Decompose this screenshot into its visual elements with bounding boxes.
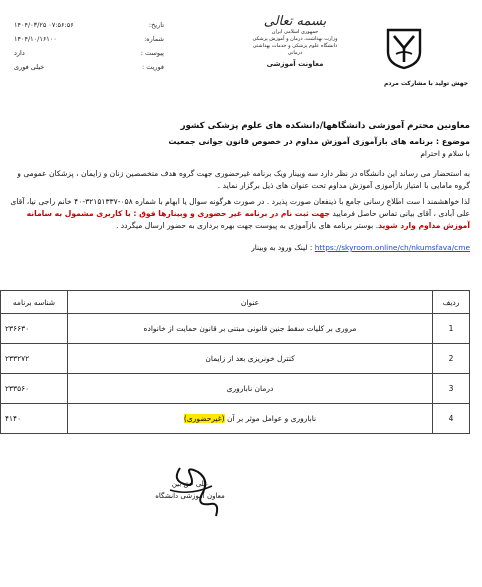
row-title: کنترل خونریزی بعد از زایمان [68,344,433,374]
signature-block [130,478,250,502]
subject-line: موضوع : برنامه های بازآموزی آموزش مداوم در خصوص قانون جوانی جمعیت [168,137,470,146]
row-number: 3 [433,374,470,404]
row-program-id: ۲۳۳۵۶۰ [1,374,68,404]
letterhead-center [245,15,345,68]
row-number: 4 [433,404,470,434]
addressee: معاونین محترم آموزشی دانشگاهها/دانشکده های علوم پزشکی کشور [180,121,470,131]
table-row [1,314,470,344]
table-header-row [1,291,470,314]
table-row [1,344,470,374]
letterhead-script: بسمه تعالی [263,14,327,29]
row-title-text: ناباروری و عوامل موثر بر آن [224,414,317,423]
letter-body [6,120,470,254]
letterhead-lines [245,29,345,57]
table-row [1,404,470,434]
row-program-id: ۴۱۴۰ [1,404,68,434]
number-row [14,32,164,46]
attachment-value: دارد [14,49,25,57]
row-title: مروری بر کلیات سقط جنین قانونی مبتنی بر قانون حمایت از خانواده [68,314,433,344]
instructions-text: لذا خواهشمند ا ست اطلاع رسانی جامع با ذینفعان صورت پذیرد . در صورت هرگونه سوال یا ابهام با شماره ۰۵۸-۳۲۱۵۱۳۳۷-۴۰ خانم راجی نیا، آقای علی آبادی ، آقای بیانی تماس حاصل فرمایید [10,197,470,218]
attachment-row [14,46,164,60]
webinar-link-label: : لینک ورود به وبینار [251,243,313,252]
table-row [1,374,470,404]
letterhead-line: جمهوری اسلامی ایران [271,29,319,35]
programs-table [0,290,470,434]
row-number: 2 [433,344,470,374]
signer-name: علی حق بین [171,480,209,488]
row-program-id: ۲۳۳۲۷۲ [1,344,68,374]
row-title: درمان ناباروری [68,374,433,404]
letter-meta [14,18,164,74]
letterhead-line: دانشگاه علوم پزشکی و خدمات بهداشتی درمانی [252,43,338,56]
date-row [14,18,164,32]
letterhead-subtitle: معاونت آموزشی [266,60,324,68]
instructions-end: . بوستر برنامه های بازآموزی به پیوست جهت بهره برداری به حضور ارسال میگردد . [115,221,379,230]
row-number: 1 [433,314,470,344]
paragraph-intro: به استحضار می رساند این دانشگاه در نظر دارد سه وبینار ویک برنامه غیرحضوری جهت گروه هدف متخصصین زنان و زایمان ، پزشکان عمومی و گروه مامایی با امتیاز بازآموزی آموزش مداوم تحت عنوان های ذیل برگزار نماید . [17,169,470,190]
webinar-link[interactable]: https://skyroom.online/ch/nkumsfava/cme [314,243,470,252]
date-value: ۱۴۰۴/۰۳/۲۵ ۰۷:۵۶:۵۶ [14,21,74,29]
greeting: با سلام و احترام [420,149,470,158]
col-title: عنوان [68,291,433,314]
urgency-label: فوریت : [141,63,164,71]
webinar-link-line [6,242,470,254]
date-label: تاریخ: [148,21,164,29]
registration-note: جهت ثبت نام در برنامه غیر حضوری و وبینارها فوق : با کاربری مشمول به سامانه آموزش مداوم وارد شوید [26,209,470,230]
urgency-value: خیلی فوری [14,63,45,71]
attachment-label: پیوست : [140,49,164,57]
number-value: ۱۴۰۴/۱۰/۱۶۱۰۰ [14,35,57,43]
urgency-row [14,60,164,74]
letterhead-line: وزارت بهداشت، درمان و آموزش پزشکی [252,36,338,42]
signer-role: معاون آموزشی دانشگاه [155,492,225,500]
col-program-id: شناسه برنامه [1,291,68,314]
number-label: شماره: [144,35,164,43]
col-row-number: ردیف [433,291,470,314]
university-logo-icon [384,26,424,70]
row-program-id: ۲۳۶۶۳۰ [1,314,68,344]
logo-caption: جهش تولید با مشارکت مردم [383,80,469,87]
highlighted-offline-tag: (غیرحضوری) [183,414,225,423]
paragraph-instructions [6,196,470,232]
row-title [68,404,433,434]
